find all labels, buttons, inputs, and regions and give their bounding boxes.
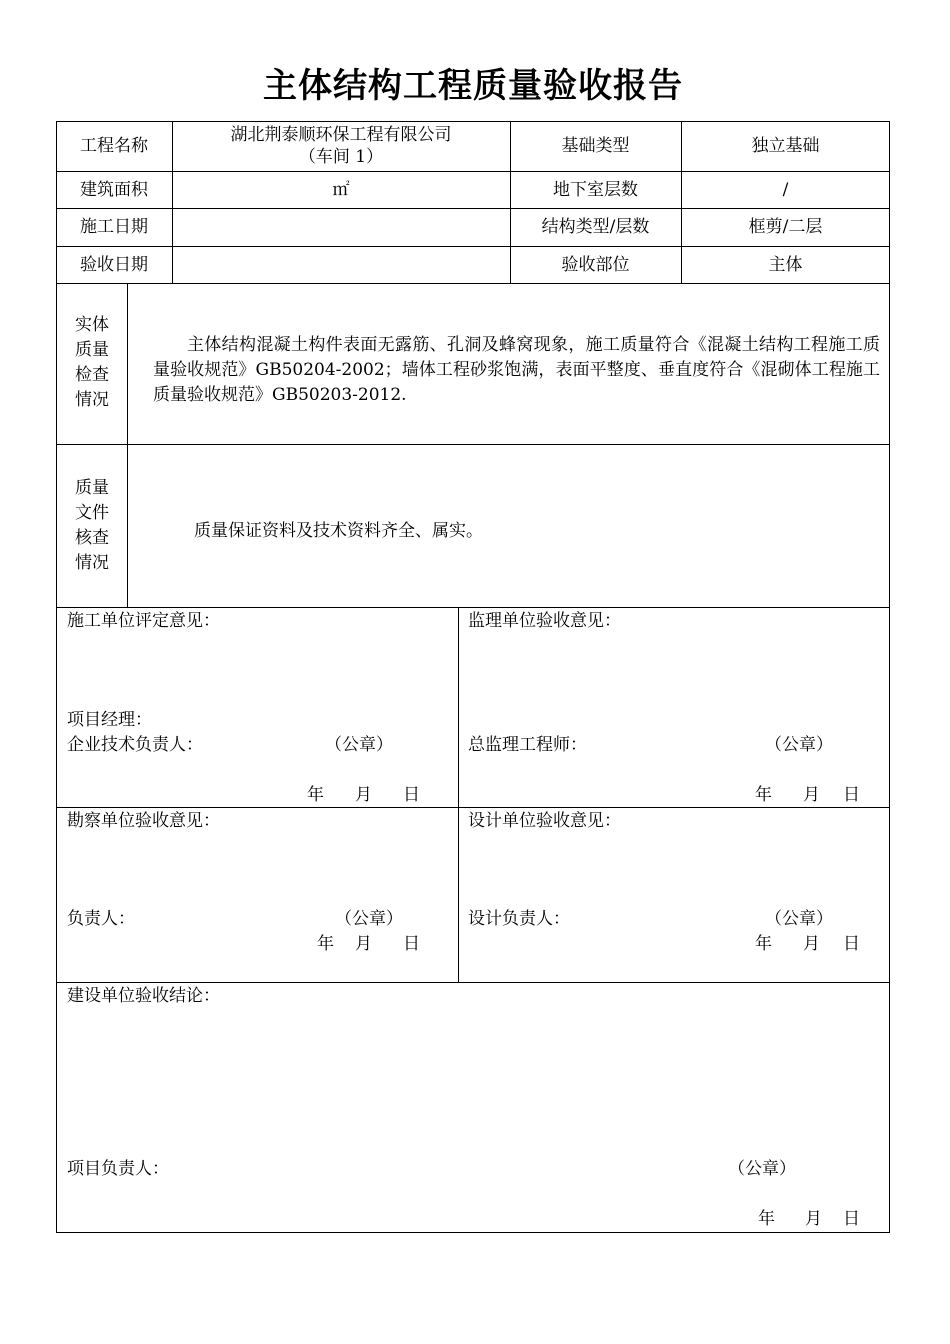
design-person-label: 设计负责人： bbox=[468, 909, 570, 929]
design-month: 月 bbox=[803, 934, 820, 954]
building-area-value: ㎡ bbox=[332, 179, 350, 200]
basement-floors-label: 地下室层数 bbox=[553, 179, 638, 200]
supervision-unit-heading: 监理单位验收意见： bbox=[468, 611, 621, 631]
construction-month: 月 bbox=[355, 785, 372, 805]
document-check-label bbox=[57, 476, 127, 576]
project-name-line1: 湖北荆泰顺环保工程有限公司 bbox=[230, 125, 452, 145]
building-area-label: 建筑面积 bbox=[80, 179, 148, 200]
supervision-seal: （公章） bbox=[765, 735, 833, 755]
owner-unit-heading: 建设单位验收结论： bbox=[67, 986, 220, 1006]
project-name-line2: （车间 1） bbox=[298, 147, 384, 167]
design-day: 日 bbox=[843, 934, 860, 954]
acceptance-date-value bbox=[172, 246, 510, 283]
supervision-day: 日 bbox=[843, 785, 860, 805]
supervision-month: 月 bbox=[803, 785, 820, 805]
construction-unit-heading: 施工单位评定意见： bbox=[67, 611, 220, 631]
design-seal: （公章） bbox=[765, 909, 833, 929]
entity-check-text: 主体结构混凝土构件表面无露筋、孔洞及蜂窝现象，施工质量符合《混凝土结构工程施工质量验收规范》GB50204-2002；墙体工程砂浆饱满，表面平整度、垂直度符合《混砌体工程施工质量验收规范》GB50203-2012. bbox=[153, 335, 880, 405]
foundation-type-label: 基础类型 bbox=[561, 136, 630, 156]
construction-day: 日 bbox=[403, 785, 420, 805]
row-divider bbox=[56, 444, 890, 445]
acceptance-part-label: 验收部位 bbox=[561, 254, 630, 275]
row-divider bbox=[56, 982, 890, 983]
construction-date-label: 施工日期 bbox=[80, 217, 148, 237]
design-unit-heading: 设计单位验收意见： bbox=[468, 811, 621, 831]
row-divider bbox=[56, 283, 890, 284]
survey-year: 年 bbox=[317, 934, 334, 954]
structure-type-value: 框剪/二层 bbox=[748, 217, 823, 237]
supervision-year: 年 bbox=[755, 785, 772, 805]
survey-day: 日 bbox=[403, 934, 420, 954]
acceptance-date-label: 验收日期 bbox=[80, 254, 148, 275]
document-check-text: 质量保证资料及技术资料齐全、属实。 bbox=[194, 521, 483, 541]
owner-month: 月 bbox=[805, 1209, 822, 1229]
owner-seal: （公章） bbox=[728, 1159, 796, 1179]
document-check-label-text: 质量文件核查情况 bbox=[75, 478, 109, 573]
acceptance-part-value: 主体 bbox=[768, 254, 803, 275]
tech-lead-label: 企业技术负责人： bbox=[67, 735, 203, 755]
basement-floors-value: / bbox=[782, 179, 789, 200]
survey-month: 月 bbox=[355, 934, 372, 954]
survey-person-label: 负责人： bbox=[67, 909, 135, 929]
construction-seal: （公章） bbox=[325, 735, 393, 755]
survey-unit-heading: 勘察单位验收意见： bbox=[67, 811, 220, 831]
entity-check-label bbox=[57, 313, 127, 413]
owner-day: 日 bbox=[843, 1209, 860, 1229]
row-divider bbox=[56, 807, 890, 808]
report-title: 主体结构工程质量验收报告 bbox=[263, 66, 683, 106]
survey-seal: （公章） bbox=[335, 909, 403, 929]
column-divider bbox=[127, 283, 128, 607]
project-name-value bbox=[172, 121, 510, 171]
project-manager-label: 项目经理： bbox=[67, 710, 152, 730]
entity-check-label-text: 实体质量检查情况 bbox=[75, 315, 109, 410]
construction-year: 年 bbox=[307, 785, 324, 805]
chief-supervisor-label: 总监理工程师： bbox=[468, 735, 587, 755]
column-divider bbox=[458, 607, 459, 982]
structure-type-label: 结构类型/层数 bbox=[541, 217, 650, 237]
design-year: 年 bbox=[755, 934, 772, 954]
owner-year: 年 bbox=[758, 1209, 775, 1229]
owner-person-label: 项目负责人： bbox=[67, 1159, 169, 1179]
report-table bbox=[56, 121, 890, 1233]
project-name-label: 工程名称 bbox=[80, 136, 148, 156]
row-divider bbox=[56, 607, 890, 608]
construction-date-value bbox=[172, 208, 510, 246]
foundation-type-value: 独立基础 bbox=[751, 136, 820, 156]
